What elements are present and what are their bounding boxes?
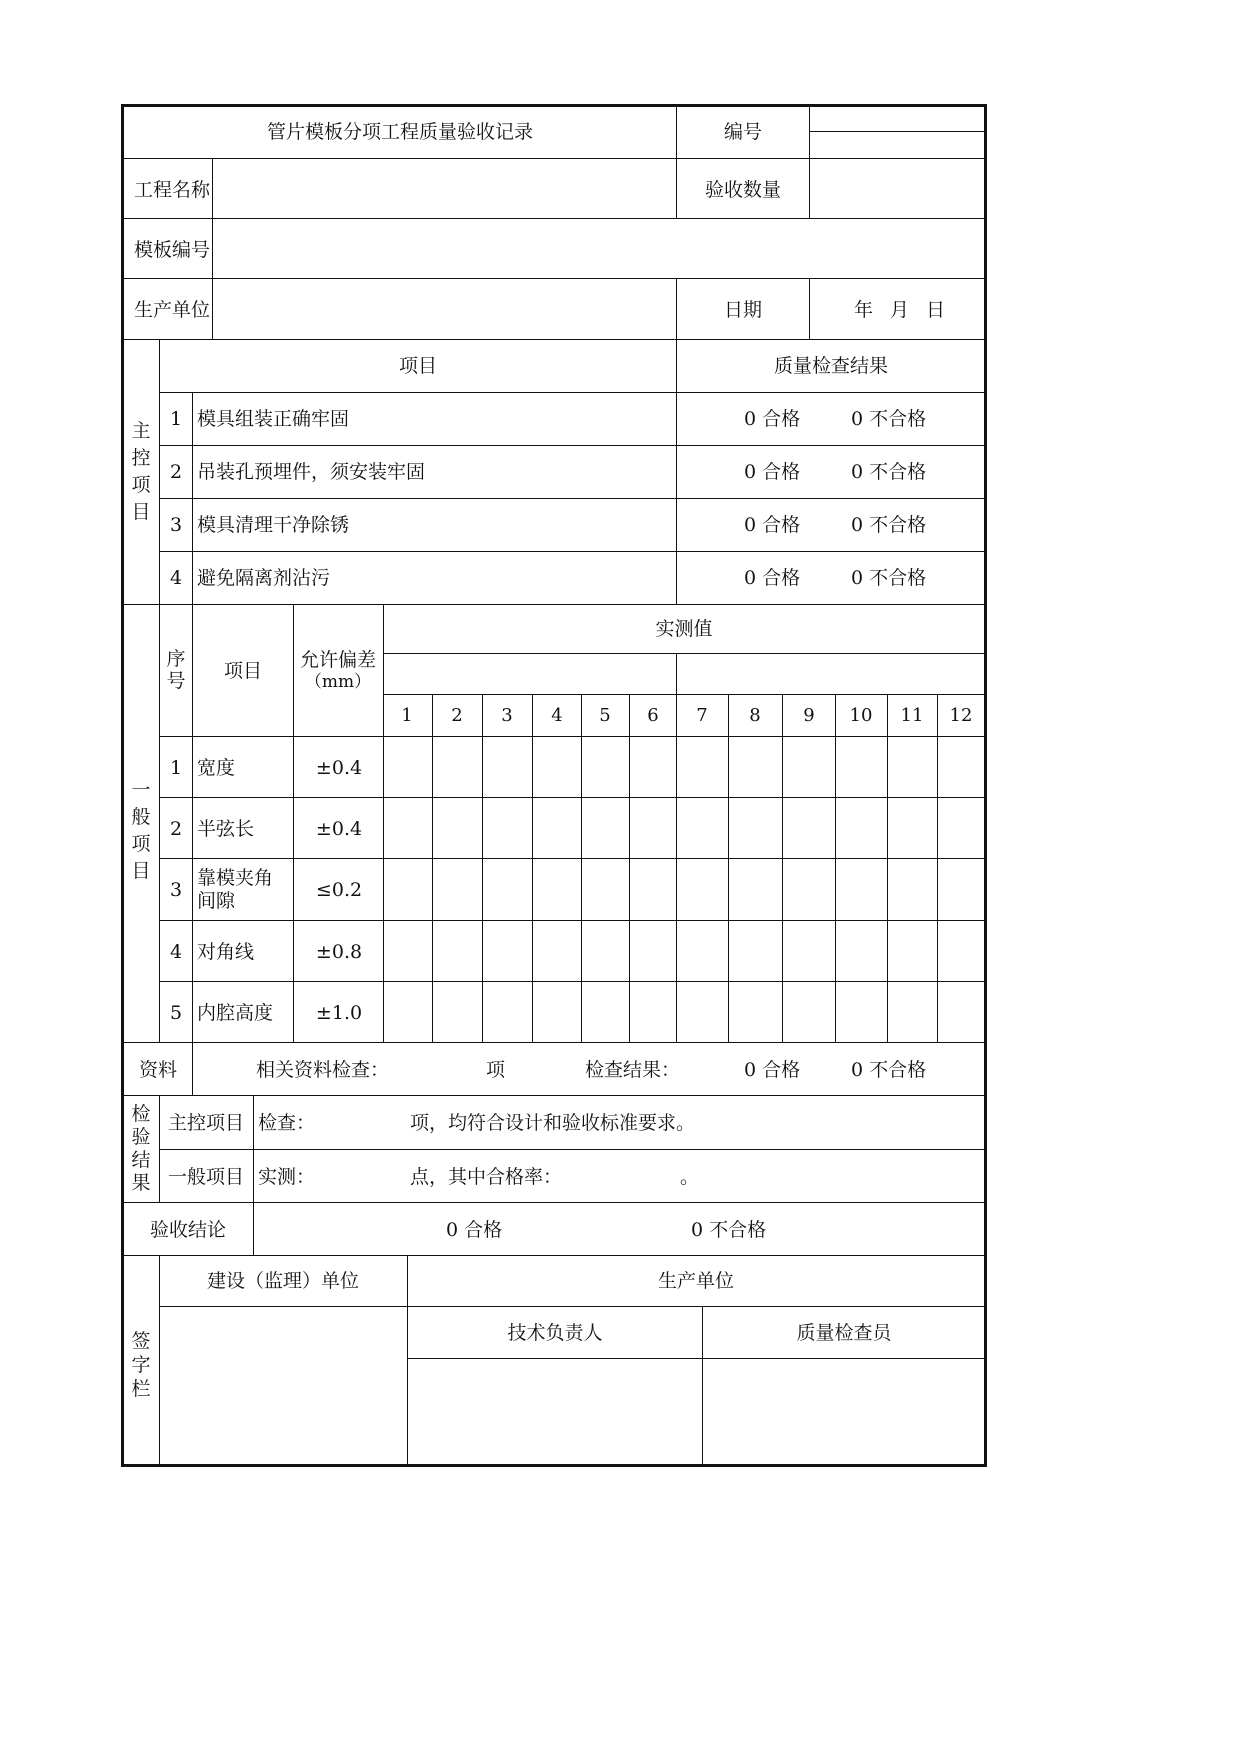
grid-line [432, 694, 433, 1042]
grid-line [159, 858, 985, 859]
accept-qty-field[interactable] [811, 160, 984, 217]
grid-line [123, 278, 985, 279]
materials-pass: 0 合格 [744, 1059, 801, 1081]
grid-line [407, 1255, 408, 1464]
main-row-fail: 0 不合格 [851, 514, 927, 536]
measure-col-num: 7 [696, 705, 708, 726]
general-row-no: 1 [169, 757, 183, 779]
grid-line [253, 1202, 254, 1255]
signature-builder: 建设（监理）单位 [206, 1270, 360, 1292]
general-row-tolerance: ≤0.2 [315, 879, 363, 901]
main-row-item: 吊装孔预埋件，须安装牢固 [197, 461, 426, 483]
grid-line [159, 1095, 160, 1202]
general-row-no: 4 [169, 941, 183, 963]
signature-tech-lead: 技术负责人 [507, 1322, 603, 1344]
main-control-side-label: 主控项目 [131, 420, 151, 523]
general-row-item: 宽度 [197, 757, 236, 779]
number-field-2[interactable] [811, 133, 984, 157]
materials-label: 资料 [138, 1059, 178, 1081]
template-no-label: 模板编号 [134, 239, 211, 261]
measure-col-num: 2 [451, 705, 463, 726]
materials-check-label: 相关资料检查： [256, 1059, 390, 1081]
main-row-no: 1 [169, 408, 183, 430]
grid-line [159, 797, 985, 798]
grid-line [192, 392, 193, 604]
grid-line [809, 106, 810, 218]
materials-unit: 项 [486, 1059, 506, 1081]
measure-col-num: 8 [749, 705, 761, 726]
general-row-no: 5 [169, 1002, 183, 1024]
grid-line [159, 1255, 160, 1464]
main-row-pass: 0 合格 [744, 461, 801, 483]
inspection-general-check: 实测： [258, 1166, 316, 1188]
grid-line [782, 694, 783, 1042]
main-row-item: 模具组装正确牢固 [197, 408, 350, 430]
producer-field[interactable] [214, 280, 675, 338]
main-row-no: 2 [169, 461, 183, 483]
grid-line [676, 339, 677, 604]
general-side-label: 一般项目 [131, 779, 151, 882]
grid-line [407, 1358, 985, 1359]
general-col-no: 序号 [166, 648, 186, 692]
main-row-fail: 0 不合格 [851, 567, 927, 589]
grid-line [293, 604, 294, 1042]
materials-fail: 0 不合格 [851, 1059, 927, 1081]
inspection-side-label: 检验结果 [131, 1103, 151, 1194]
inspection-main-label: 主控项目 [167, 1112, 245, 1134]
producer-label: 生产单位 [134, 299, 211, 321]
grid-line [159, 1306, 985, 1307]
grid-line [676, 278, 677, 339]
signature-qc: 质量检查员 [796, 1322, 892, 1344]
measure-col-num: 1 [401, 705, 413, 726]
measure-col-num: 12 [949, 705, 973, 726]
general-row-no: 2 [169, 818, 183, 840]
signature-side-label: 签字栏 [131, 1330, 151, 1400]
tech-lead-signature-field[interactable] [409, 1360, 701, 1463]
general-row-item: 内腔高度 [197, 1002, 274, 1024]
measure-col-num: 6 [647, 705, 659, 726]
grid-line [159, 736, 985, 737]
grid-line [123, 218, 985, 219]
main-col-item: 项目 [398, 355, 438, 377]
grid-line [123, 339, 985, 340]
general-row-item: 半弦长 [197, 818, 255, 840]
grid-line [159, 981, 985, 982]
conclusion-pass: 0 合格 [446, 1219, 503, 1241]
number-label: 编号 [723, 121, 763, 143]
grid-line [937, 694, 938, 1042]
grid-line [383, 694, 985, 695]
grid-line [887, 694, 888, 1042]
signature-producer: 生产单位 [657, 1270, 735, 1292]
grid-line [702, 1306, 703, 1464]
qc-signature-field[interactable] [704, 1360, 984, 1463]
grid-line [123, 1042, 985, 1043]
grid-line [212, 158, 213, 339]
main-row-pass: 0 合格 [744, 514, 801, 536]
grid-line [383, 653, 985, 654]
date-day: 日 [926, 299, 946, 321]
measure-col-num: 5 [599, 705, 611, 726]
inspection-main-text: 项，均符合设计和验收标准要求。 [410, 1112, 696, 1134]
general-col-tolerance: 允许偏差 [299, 649, 377, 671]
grid-line [482, 694, 483, 1042]
inspection-main-check: 检查： [258, 1112, 316, 1134]
grid-line [159, 920, 985, 921]
accept-qty-label: 验收数量 [704, 179, 782, 201]
main-row-fail: 0 不合格 [851, 461, 927, 483]
grid-line [835, 694, 836, 1042]
grid-line [159, 392, 985, 393]
grid-line [810, 131, 985, 132]
general-row-tolerance: ±0.4 [315, 757, 363, 779]
grid-line [192, 604, 193, 1042]
conclusion-label: 验收结论 [149, 1219, 227, 1241]
general-row-item: 对角线 [197, 941, 255, 963]
inspection-general-text: 点，其中合格率： [410, 1166, 563, 1188]
measure-col-num: 3 [501, 705, 513, 726]
template-no-field[interactable] [214, 220, 984, 277]
main-col-result: 质量检查结果 [773, 355, 889, 377]
grid-line [123, 158, 985, 159]
main-row-pass: 0 合格 [744, 567, 801, 589]
inspection-general-end: 。 [680, 1166, 700, 1188]
main-row-item: 模具清理干净除锈 [197, 514, 350, 536]
grid-line [159, 1149, 985, 1150]
measure-col-num: 9 [803, 705, 815, 726]
general-col-measured: 实测值 [655, 618, 713, 640]
grid-line [383, 604, 384, 1042]
general-col-tolerance-unit: （mm） [304, 672, 372, 692]
grid-line [192, 1042, 193, 1095]
general-col-item: 项目 [223, 660, 263, 682]
date-month: 月 [890, 299, 910, 321]
main-row-no: 3 [169, 514, 183, 536]
date-label: 日期 [723, 299, 763, 321]
general-row-tolerance: ±0.8 [315, 941, 363, 963]
grid-line [629, 694, 630, 1042]
grid-line [123, 604, 985, 605]
grid-line [123, 1255, 985, 1256]
date-year: 年 [854, 299, 874, 321]
form-title: 管片模板分项工程质量验收记录 [266, 121, 534, 143]
general-row-tolerance: ±1.0 [315, 1002, 363, 1024]
project-name-label: 工程名称 [134, 179, 211, 201]
grid-line [159, 498, 985, 499]
main-row-no: 4 [169, 567, 183, 589]
grid-line [253, 1095, 254, 1202]
grid-line [159, 551, 985, 552]
grid-line [581, 694, 582, 1042]
main-row-fail: 0 不合格 [851, 408, 927, 430]
number-field-1[interactable] [811, 107, 984, 130]
grid-line [676, 106, 677, 218]
grid-line [159, 339, 160, 1042]
general-row-tolerance: ±0.4 [315, 818, 363, 840]
grid-line [728, 694, 729, 1042]
grid-line [809, 278, 810, 339]
general-row-item: 靠模夹角间隙 [197, 867, 274, 912]
main-row-item: 避免隔离剂沾污 [197, 567, 331, 589]
main-row-pass: 0 合格 [744, 408, 801, 430]
measure-col-num: 10 [849, 705, 873, 726]
conclusion-fail: 0 不合格 [691, 1219, 767, 1241]
grid-line [159, 445, 985, 446]
project-name-field[interactable] [214, 160, 675, 217]
grid-line [532, 694, 533, 1042]
general-row-no: 3 [169, 879, 183, 901]
grid-line [676, 653, 677, 1042]
inspection-general-label: 一般项目 [167, 1166, 245, 1188]
materials-result-label: 检查结果： [585, 1059, 681, 1081]
measure-col-num: 11 [900, 705, 924, 726]
builder-signature-field[interactable] [161, 1308, 406, 1463]
measure-col-num: 4 [551, 705, 563, 726]
